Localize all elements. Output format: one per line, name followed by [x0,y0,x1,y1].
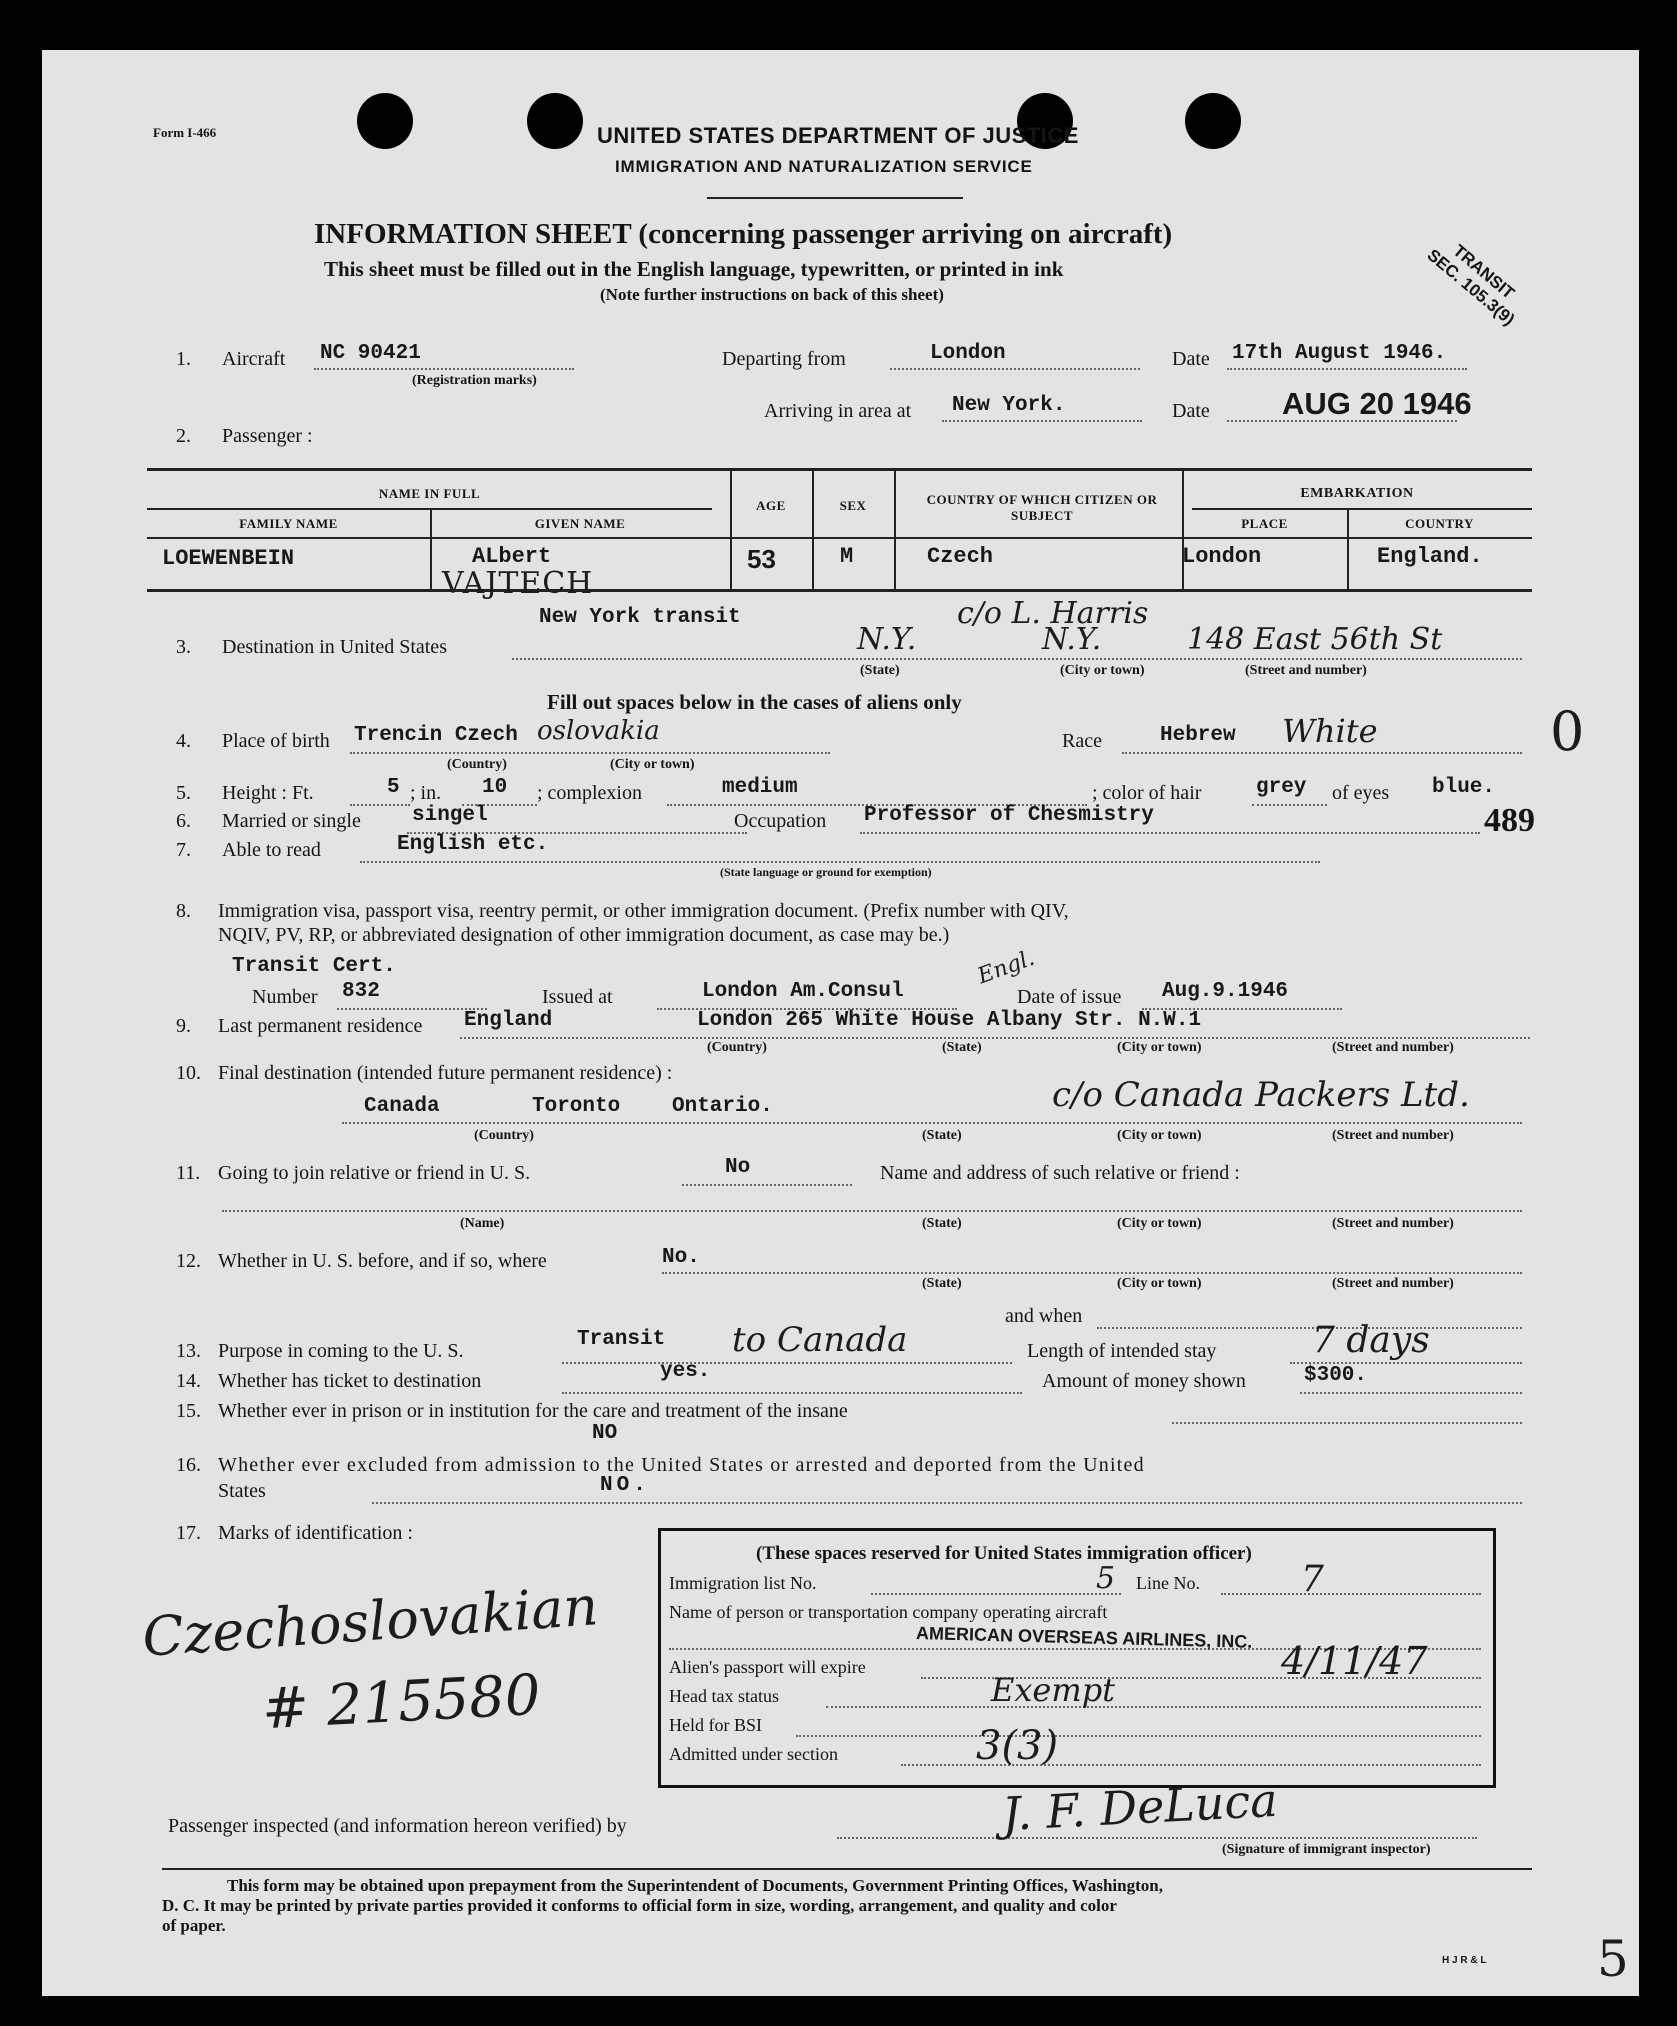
race-line [1122,752,1522,754]
line-value: 7 [1301,1559,1324,1600]
marital-value: singel [412,804,488,827]
item-number: 16. [176,1454,201,1476]
destination-state: N.Y. [857,622,917,657]
final-state: Ontario. [672,1095,773,1118]
transit-stamp: TRANSIT SEC. 105.3(9) [1423,240,1519,330]
prison-value: NO [592,1422,618,1445]
departure-date-line [1227,368,1467,370]
birth-place-label: Place of birth [222,730,330,752]
residence-country: England [464,1009,553,1032]
previous-state-caption: (State) [922,1276,962,1291]
destination-city: N.Y. [1042,622,1102,657]
destination-label: Destination in United States [222,636,447,658]
punch-hole [527,93,583,149]
street-caption: (Street and number) [1245,663,1367,678]
purpose-label: Purpose in coming to the U. S. [218,1340,464,1362]
officer-box-title: (These spaces reserved for United States immigration officer) [756,1543,1252,1564]
excluded-line [372,1502,1522,1504]
state-caption: (State) [860,663,900,678]
final-country-caption: (Country) [474,1128,534,1143]
item-number: 1. [176,348,191,370]
item-number: 17. [176,1522,201,1544]
residence-label: Last permanent residence [218,1015,423,1037]
list-line [871,1593,1121,1595]
read-caption: (State language or ground for exemption) [720,865,932,879]
destination-handwritten-note: c/o L. Harris [957,596,1149,631]
and-when-label: and when [1005,1305,1083,1327]
prison-line [1172,1422,1522,1424]
header-sex: SEX [839,498,867,513]
item-number: 8. [176,900,191,922]
final-country: Canada [364,1095,440,1118]
item-number: 14. [176,1370,201,1392]
item-number: 15. [176,1400,201,1422]
form-subtitle: This sheet must be filled out in the English language, typewritten, or printed in ink [324,257,1064,281]
passport-expiry-label: Alien's passport will expire [669,1657,866,1677]
stay-length-value: 7 days [1312,1320,1430,1361]
hair-label: ; color of hair [1092,782,1202,804]
stay-length-label: Length of intended stay [1027,1340,1217,1362]
header-country: COUNTRY [1405,516,1474,531]
footer-notice-line2: D. C. It may be printed by private parties provided it conforms to official form in size, wording, arrangement, and quality and color [162,1896,1117,1915]
registration-caption: (Registration marks) [412,373,537,388]
join-relative-label: Going to join relative or friend in U. S. [218,1162,531,1184]
residence-city-caption: (City or town) [1117,1040,1202,1055]
residence-street-caption: (Street and number) [1332,1040,1454,1055]
race-handwritten: White [1282,712,1378,750]
footer-notice-line1: This form may be obtained upon prepayment from the Superintendent of Documents, Government Printing Offices, Washington, [227,1876,1163,1895]
purpose-line [562,1362,1012,1364]
inspected-label: Passenger inspected (and information hereon verified) by [168,1815,627,1837]
family-name-value: LOEWENBEIN [162,546,295,571]
header-family-name: FAMILY NAME [239,516,338,531]
race-value: Hebrew [1160,724,1236,747]
list-label: Immigration list No. [669,1573,817,1593]
relative-state-caption: (State) [922,1216,962,1231]
excluded-label-line2: States [218,1480,266,1502]
admitted-value: 3(3) [976,1723,1059,1769]
excluded-value: NO. [600,1474,650,1497]
table-top-rule [147,468,1532,471]
bsi-line [796,1735,1481,1737]
relative-street-caption: (Street and number) [1332,1216,1454,1231]
document-text-line1: Immigration visa, passport visa, reentry permit, or other immigration document. (Prefix number with QIV, [218,900,1069,922]
previous-visit-label: Whether in U. S. before, and if so, where [218,1250,547,1272]
final-destination-line [342,1122,1522,1124]
table-mid-rule [147,537,1532,539]
arriving-value: New York. [952,394,1066,417]
header-age: AGE [756,498,786,513]
occupation-label: Occupation [734,810,827,832]
issue-date-label: Date of issue [1017,986,1122,1008]
arriving-label: Arriving in area at [764,400,912,422]
punch-hole [1185,93,1241,149]
residence-state-caption: (State) [942,1040,982,1055]
form-title: INFORMATION SHEET (concerning passenger arriving on aircraft) [314,218,1173,250]
list-value: 5 [1096,1561,1116,1596]
item-number: 13. [176,1340,201,1362]
relative-city-caption: (City or town) [1117,1216,1202,1231]
departing-value: London [930,342,1006,365]
item-number: 5. [176,782,191,804]
citizen-value: Czech [927,544,994,569]
departing-label: Departing from [722,348,846,370]
and-when-line [1097,1327,1522,1329]
aircraft-line [314,368,574,370]
service-title: IMMIGRATION AND NATURALIZATION SERVICE [615,157,1033,176]
inches-value: 10 [482,776,508,799]
bsi-label: Held for BSI [669,1715,762,1735]
header-rule [707,197,963,199]
previous-street-caption: (Street and number) [1332,1276,1454,1291]
signature-caption: (Signature of immigrant inspector) [1222,1842,1431,1857]
document-text-line2: NQIV, PV, RP, or abbreviated designation of other immigration document, as case may be.) [218,924,950,946]
sex-value: M [840,544,854,569]
header-embarkation: EMBARKATION [1300,486,1414,501]
marks-label: Marks of identification : [218,1522,413,1544]
feet-line [350,804,410,806]
birth-country-caption: (Country) [447,757,507,772]
given-name-value: ALbert [472,544,552,569]
embark-place-value: London [1182,544,1262,569]
arrival-date-label: Date [1172,400,1210,422]
embark-country-value: England. [1377,544,1483,569]
money-line [1300,1392,1522,1394]
form-sheet [42,50,1639,1996]
head-tax-line [826,1706,1481,1708]
item-number: 3. [176,636,191,658]
height-label: Height : Ft. [222,782,314,804]
aliens-heading: Fill out spaces below in the cases of aliens only [547,690,962,714]
signature-line [837,1837,1477,1839]
final-destination-label: Final destination (intended future permanent residence) : [218,1062,673,1084]
issued-value: London Am.Consul [702,980,904,1003]
arrival-date-stamp: AUG 20 1946 [1282,386,1472,421]
footer-notice-line3: of paper. [162,1916,226,1935]
line-line [1221,1593,1481,1595]
complexion-value: medium [722,776,798,799]
residence-country-caption: (Country) [707,1040,767,1055]
admitted-label: Admitted under section [669,1744,838,1764]
aircraft-label: Aircraft [222,348,286,370]
purpose-handwritten: to Canada [732,1320,908,1360]
destination-typed-note: New York transit [539,606,741,629]
table-sub-rule [1192,508,1532,510]
table-col-rule [730,468,732,589]
passport-expiry-value: 4/11/47 [1281,1639,1428,1683]
header-place: PLACE [1241,516,1288,531]
department-title: UNITED STATES DEPARTMENT OF JUSTICE [597,123,1079,148]
previous-visit-line [662,1272,1522,1274]
feet-value: 5 [387,776,400,799]
document-type-value: Transit Cert. [232,955,396,978]
issue-date-value: Aug.9.1946 [1162,980,1289,1003]
money-value: $300. [1304,1364,1368,1387]
marks-handwritten-line2: # 215580 [260,1662,543,1743]
departing-line [890,368,1140,370]
departure-date-value: 17th August 1946. [1232,342,1447,365]
eyes-value: blue. [1432,776,1496,799]
arriving-line [942,420,1142,422]
read-value: English etc. [397,833,549,856]
item-number: 4. [176,730,191,752]
margin-number: 489 [1484,802,1535,839]
purpose-value: Transit [577,1328,666,1351]
header-name-in-full: NAME IN FULL [378,486,481,501]
header-country-citizen: COUNTRY OF WHICH CITIZEN OR SUBJECT [926,492,1158,523]
final-handwritten: c/o Canada Packers Ltd. [1052,1075,1470,1115]
final-street-caption: (Street and number) [1332,1128,1454,1143]
margin-mark: 0 [1550,700,1585,763]
form-note: (Note further instructions on back of this sheet) [600,285,944,304]
head-tax-label: Head tax status [669,1686,779,1706]
document-number-value: 832 [342,980,380,1003]
residence-address: London 265 White House Albany Str. N.W.1 [697,1009,1202,1032]
inches-label: ; in. [410,782,442,804]
head-tax-value: Exempt [991,1671,1116,1709]
item-number: 9. [176,1015,191,1037]
destination-street: 148 East 56th St [1187,622,1443,657]
birth-city-caption: (City or town) [610,757,695,772]
destination-line [512,658,1522,660]
document-number-label: Number [252,986,318,1008]
page-mark: 5 [1597,1930,1629,1988]
age-value: 53 [747,544,776,574]
race-label: Race [1062,730,1102,752]
item-number: 6. [176,810,191,832]
occupation-line [860,832,1480,834]
officer-box [658,1528,1496,1788]
passenger-label: Passenger : [222,425,313,447]
birth-place-line [350,752,830,754]
item-number: 11. [176,1162,201,1184]
punch-hole [357,93,413,149]
hair-value: grey [1256,776,1307,799]
given-name-handwritten: VAJTECH [442,566,594,601]
read-label: Able to read [222,839,321,861]
marital-label: Married or single [222,810,361,832]
hair-line [1252,804,1327,806]
table-bottom-rule [147,589,1532,592]
join-relative-line [682,1184,852,1186]
complexion-label: ; complexion [537,782,642,804]
footer-rule [162,1868,1532,1870]
print-code: H J R & L [1442,1955,1487,1966]
item-number: 2. [176,425,191,447]
issued-handwritten: Engl. [974,945,1038,990]
excluded-label-line1: Whether ever excluded from admission to the United States or arrested and deported from the United [218,1454,1145,1476]
relative-name-caption: (Name) [460,1216,505,1231]
inspector-signature: J. F. DeLuca [1000,1772,1279,1842]
residence-line [460,1037,1530,1039]
previous-visit-value: No. [662,1246,700,1269]
departure-date-label: Date [1172,348,1210,370]
relative-name-label: Name and address of such relative or friend : [880,1162,1240,1184]
final-city: Toronto [532,1095,621,1118]
table-col-rule [812,468,814,589]
table-col-rule [894,468,896,589]
join-relative-value: No [725,1156,751,1179]
previous-city-caption: (City or town) [1117,1276,1202,1291]
issued-label: Issued at [542,986,613,1008]
city-caption: (City or town) [1060,663,1145,678]
operator-label: Name of person or transportation company operating aircraft [669,1602,1108,1622]
money-label: Amount of money shown [1042,1370,1246,1392]
ticket-label: Whether has ticket to destination [218,1370,482,1392]
eyes-label: of eyes [1332,782,1390,804]
birth-place-handwritten: oslovakia [537,716,660,746]
item-number: 10. [176,1062,201,1084]
operator-value: AMERICAN OVERSEAS AIRLINES, INC. [915,1623,1253,1652]
read-line [360,861,1320,863]
final-city-caption: (City or town) [1117,1128,1202,1143]
header-given-name: GIVEN NAME [534,516,626,531]
item-number: 12. [176,1250,201,1272]
prison-label: Whether ever in prison or in institution for the care and treatment of the insane [218,1400,848,1422]
occupation-value: Professor of Chesmistry [864,804,1154,827]
relative-address-line [222,1210,1522,1212]
final-state-caption: (State) [922,1128,962,1143]
item-number: 7. [176,839,191,861]
birth-place-value: Trencin Czech [354,724,518,747]
ticket-line [562,1392,1022,1394]
form-number: Form I-466 [153,125,217,140]
line-label: Line No. [1136,1573,1200,1593]
ticket-value: yes. [660,1360,711,1383]
aircraft-value: NC 90421 [320,342,421,365]
marks-handwritten-line1: Czechoslovakian [140,1574,601,1669]
